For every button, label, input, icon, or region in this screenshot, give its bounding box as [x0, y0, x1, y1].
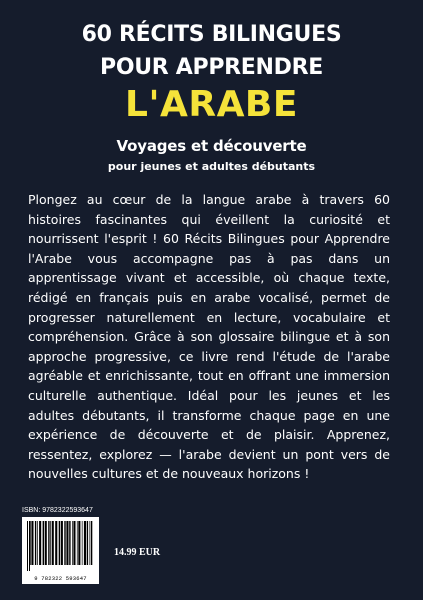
barcode-bar	[69, 521, 70, 565]
title-line-1: 60 RÉCITS BILINGUES	[81, 22, 342, 47]
description-text: Plongez au cœur de la langue arabe à travers 60 histoires fascinantes qui éveillent la curiosité et nourrissent l'esprit ! 60 Récits Bilingues pour Apprendre l'Arabe vous accompagne pas à pas dans un apprentissage vivant et accessible, où chaque texte, rédigé en français puis en arabe vocalisé, permet de progresser naturellement en lecture, vocabulaire et compréhension. Grâce à son glossaire bilingue et à son approche progressive, ce livre rend l'étude de l'arabe agréable et enrichissante, tout en offrant une immersion culturelle authentique. Idéal pour les jeunes et les adultes débutants, il transforme chaque page en une expérience de découverte et de plaisir. Apprenez, ressentez, explorez — l'arabe devient un pont vers de nouvelles cultures et de nouveaux horizons !	[28, 192, 390, 482]
barcode-bar	[55, 521, 57, 565]
barcode-bar	[30, 521, 31, 565]
subtitle: Voyages et découverte	[116, 137, 307, 155]
barcode-bar	[52, 521, 54, 565]
barcode-bar	[78, 521, 80, 565]
isbn-label: ISBN: 9782322593647	[22, 507, 93, 514]
barcode-bar	[45, 521, 47, 565]
barcode-bar	[77, 521, 78, 565]
barcode-bar	[87, 521, 88, 565]
barcode-bar	[39, 521, 41, 565]
title-arabe: L'ARABE	[125, 84, 298, 125]
barcode-bar	[59, 521, 60, 565]
barcode-bar	[50, 521, 51, 565]
barcode-bar	[82, 521, 83, 565]
barcode-bar	[61, 521, 63, 565]
barcode-bar	[90, 521, 91, 565]
barcode-bar	[84, 521, 86, 565]
barcode-bar	[27, 521, 28, 571]
barcode-bar	[73, 521, 75, 565]
barcode-digits: 9 782322 593647	[34, 575, 87, 582]
barcode-bar	[91, 521, 92, 565]
barcode-bar	[72, 521, 73, 565]
barcode	[22, 517, 99, 584]
barcode-bar	[64, 521, 65, 565]
barcode-bar	[43, 521, 44, 565]
title-line-2: POUR APPRENDRE	[100, 55, 323, 80]
barcode-bar	[66, 521, 68, 565]
barcode-bar	[35, 521, 36, 565]
barcode-bar	[31, 521, 33, 565]
barcode-bars	[26, 521, 95, 571]
barcode-bar	[48, 521, 49, 565]
barcode-bar	[29, 521, 30, 571]
price: 14.99 EUR	[114, 547, 161, 558]
barcode-bar	[37, 521, 38, 565]
tagline: pour jeunes et adultes débutants	[107, 160, 316, 173]
